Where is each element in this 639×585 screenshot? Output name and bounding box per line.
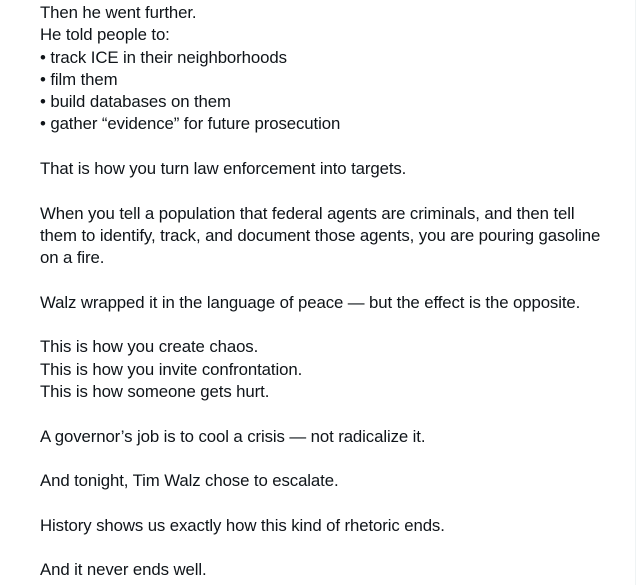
- bullet-item: • gather “evidence” for future prosecution: [40, 114, 341, 134]
- bullet-item: • build databases on them: [40, 92, 231, 112]
- timeline-divider: [635, 0, 636, 585]
- paragraph: That is how you turn law enforcement into targets.: [40, 159, 407, 179]
- chaos-line: This is how you create chaos.: [40, 337, 259, 357]
- paragraph: When you tell a population that federal agents are criminals, and then tell them to identify, track, and document those agents, you are pouring gasoline on a fire.: [40, 203, 601, 268]
- paragraph: And tonight, Tim Walz chose to escalate.: [40, 471, 339, 491]
- bullet-item: • film them: [40, 69, 118, 89]
- chaos-paragraph: [40, 336, 630, 403]
- post-body-text: [40, 2, 630, 582]
- paragraph: And it never ends well.: [40, 560, 207, 580]
- chaos-line: This is how you invite confrontation.: [40, 359, 303, 379]
- intro-line: He told people to:: [40, 25, 170, 45]
- chaos-line: This is how someone gets hurt.: [40, 382, 270, 402]
- paragraph: A governor’s job is to cool a crisis — not radicalize it.: [40, 426, 426, 446]
- paragraph: History shows us exactly how this kind of rhetoric ends.: [40, 515, 445, 535]
- intro-line: Then he went further.: [40, 3, 197, 22]
- bullet-item: • track ICE in their neighborhoods: [40, 47, 287, 67]
- paragraph: Walz wrapped it in the language of peace — but the effect is the opposite.: [40, 292, 581, 312]
- intro-paragraph: [40, 2, 630, 136]
